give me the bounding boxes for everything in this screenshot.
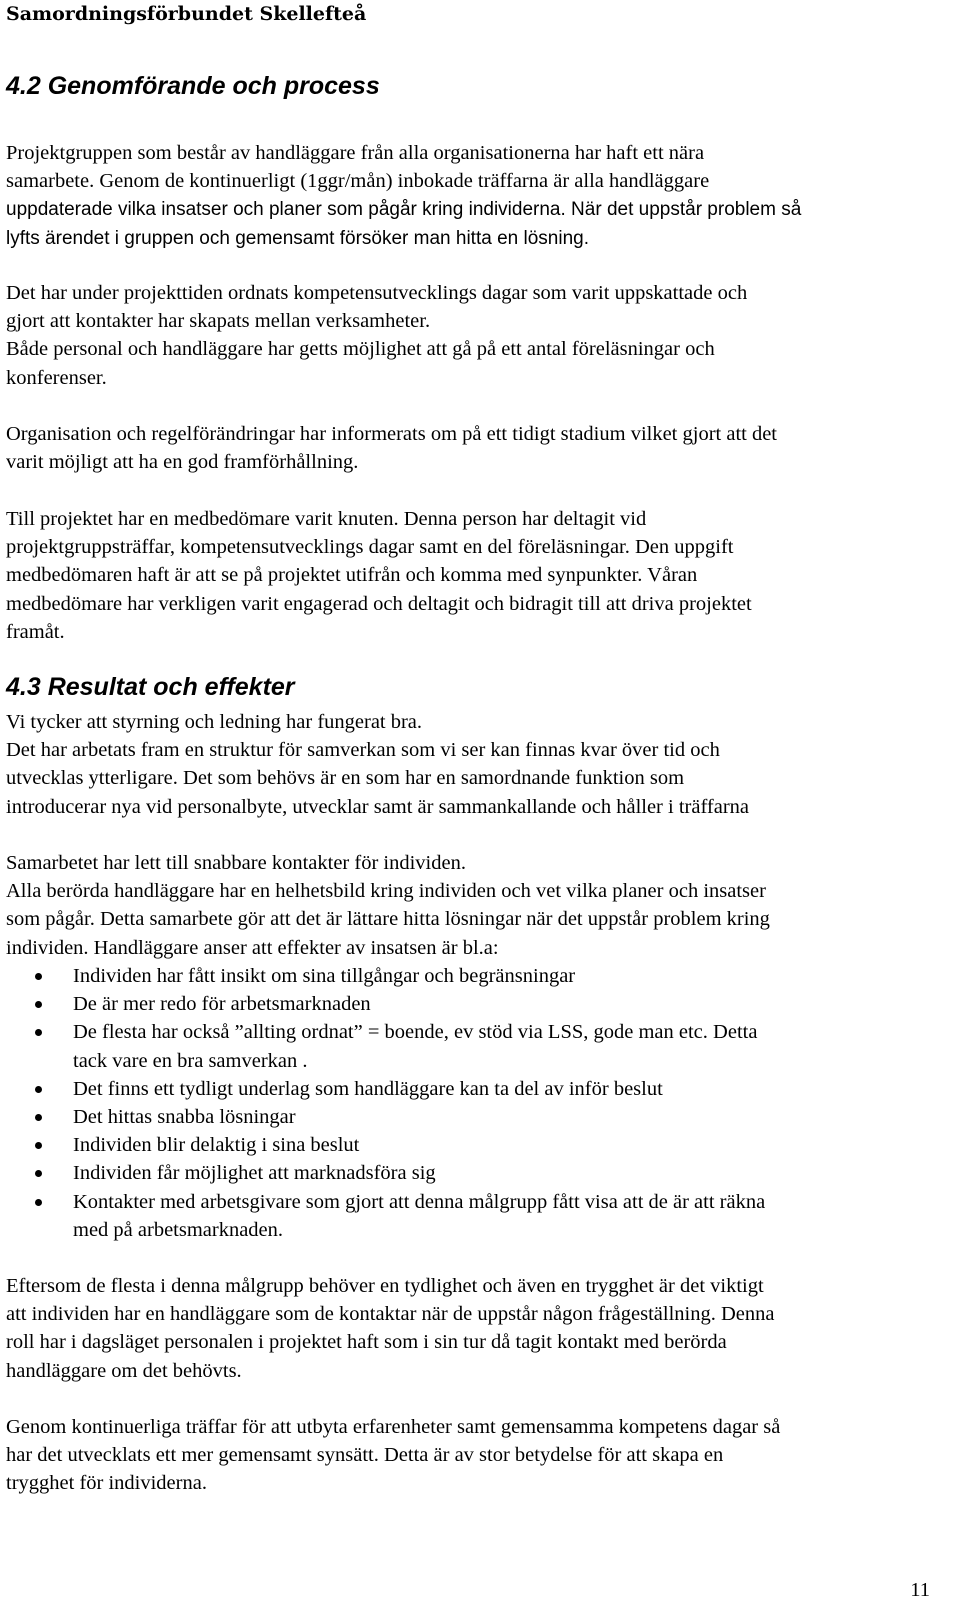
list-item	[0, 1188, 950, 1244]
text-line: handläggare om det behövts.	[6, 1359, 242, 1382]
text-line: utvecklas ytterligare. Det som behövs är en som har en samordnande funktion som	[6, 767, 685, 790]
text-line: Både personal och handläggare har getts möjlighet att gå på ett antal föreläsningar och	[6, 338, 715, 361]
text-line: Individen blir delaktig i sina beslut	[73, 1134, 360, 1157]
text-line: som pågår. Detta samarbete gör att det är lättare hitta lösningar när det uppstår problem kring	[6, 908, 770, 931]
text-line: Det har arbetats fram en struktur för samverkan som vi ser kan finnas kvar över tid och	[6, 739, 720, 762]
bullet-icon	[35, 1170, 42, 1177]
paragraph-regulation-changes	[6, 420, 951, 476]
paragraph-competence-days	[6, 279, 951, 392]
text-line: trygghet för individerna.	[6, 1472, 207, 1495]
text-line: Vi tycker att styrning och ledning har fungerat bra.	[6, 711, 423, 733]
text-line: lyfts ärendet i gruppen och gemensamt försöker man hitta en lösning.	[6, 227, 589, 249]
text-line: Det hittas snabba lösningar	[73, 1106, 296, 1129]
text-line: De är mer redo för arbetsmarknaden	[73, 993, 371, 1016]
text-line: individen. Handläggare anser att effekter av insatsen är bl.a:	[6, 936, 499, 959]
text-line: har det utvecklats ett mer gemensamt synsätt. Detta är av stor betydelse för att skapa en	[6, 1444, 724, 1467]
bullet-icon	[35, 973, 42, 980]
text-line: Genom kontinuerliga träffar för att utbyta erfarenheter samt gemensamma kompetens dagar så	[6, 1416, 781, 1438]
text-line: Individen får möjlighet att marknadsföra sig	[73, 1162, 436, 1185]
list-item	[0, 1159, 950, 1187]
organization-header: Samordningsförbundet Skellefteå	[6, 3, 367, 25]
text-line: framåt.	[6, 620, 65, 643]
text-line: Individen har fått insikt om sina tillgångar och begränsningar	[73, 965, 576, 987]
text-line	[6, 195, 951, 224]
text-line: samarbete. Genom de kontinuerligt (1ggr/mån) inbokade träffarna är alla handläggare	[6, 170, 710, 193]
text-line: konferenser.	[6, 366, 107, 389]
bullet-icon	[35, 1029, 42, 1036]
text-line: med på arbetsmarknaden.	[73, 1218, 284, 1241]
list-item	[0, 1131, 950, 1159]
paragraph-shared-view	[6, 1413, 951, 1498]
text-line: medbedömare har verkligen varit engagerad och deltagit och bidragit till att driva projektet	[6, 592, 752, 615]
text-line: att individen har en handläggare som de kontaktar när de uppstår någon frågeställning. Denna	[6, 1303, 775, 1326]
text-line: De flesta har också ”allting ordnat” = boende, ev stöd via LSS, gode man etc. Detta	[73, 1021, 758, 1044]
text-line: tack vare en bra samverkan .	[73, 1049, 308, 1072]
bullet-icon	[35, 1199, 42, 1206]
text-line: Projektgruppen som består av handläggare från alla organisationerna har haft ett nära	[6, 142, 705, 164]
effects-bullet-list	[0, 962, 950, 1244]
bullet-icon	[35, 1086, 42, 1093]
text-line: gjort att kontakter har skapats mellan verksamheter.	[6, 310, 431, 333]
text-line: Till projektet har en medbedömare varit knuten. Denna person har deltagit vid	[6, 508, 647, 530]
list-item	[0, 990, 950, 1018]
text-line: introducerar nya vid personalbyte, utvecklar samt är sammankallande och håller i träffarna	[6, 795, 750, 818]
bullet-icon	[35, 1001, 42, 1008]
list-item	[0, 1103, 950, 1131]
page-number: 11	[910, 1579, 930, 1601]
text-line: Det finns ett tydligt underlag som handläggare kan ta del av inför beslut	[73, 1077, 663, 1100]
list-item	[0, 1075, 950, 1103]
text-segment: uppdaterade vilka insatser och planer som pågår kring individerna.	[6, 199, 566, 221]
text-line: Kontakter med arbetsgivare som gjort att denna målgrupp fått visa att de är att räkna	[73, 1190, 766, 1213]
bullet-icon	[35, 1142, 42, 1149]
text-line: Samarbetet har lett till snabbare kontakter för individen.	[6, 852, 466, 874]
list-item	[0, 962, 950, 990]
paragraph-cooperation	[6, 849, 951, 962]
paragraph-governance	[6, 708, 951, 821]
section-heading-4-3: 4.3 Resultat och effekter	[6, 673, 295, 701]
text-line: medbedömaren haft är att se på projektet utifrån och komma med synpunkter. Våran	[6, 564, 698, 587]
paragraph-contact-person	[6, 1272, 951, 1385]
section-heading-4-2: 4.2 Genomförande och process	[6, 72, 380, 100]
text-line: Organisation och regelförändringar har informerats om på ett tidigt stadium vilket gjort att det	[6, 423, 778, 445]
list-item	[0, 1018, 950, 1074]
paragraph-co-assessor	[6, 505, 951, 646]
paragraph-project-group	[6, 139, 951, 253]
text-line: Det har under projekttiden ordnats kompetensutvecklings dagar som varit uppskattade och	[6, 282, 748, 304]
text-line: Alla berörda handläggare har en helhetsbild kring individen och vet vilka planer och insatser	[6, 880, 766, 903]
text-segment: När det uppstår problem så	[565, 199, 802, 221]
text-line: roll har i dagsläget personalen i projektet haft som i sin tur då tagit kontakt med berörda	[6, 1331, 727, 1354]
text-line: Eftersom de flesta i denna målgrupp behöver en tydlighet och även en trygghet är det viktigt	[6, 1275, 764, 1297]
text-line: varit möjligt att ha en god framförhållning.	[6, 451, 359, 474]
text-line: projektgruppsträffar, kompetensutvecklings dagar samt en del föreläsningar. Den uppgift	[6, 536, 734, 559]
bullet-icon	[35, 1114, 42, 1121]
